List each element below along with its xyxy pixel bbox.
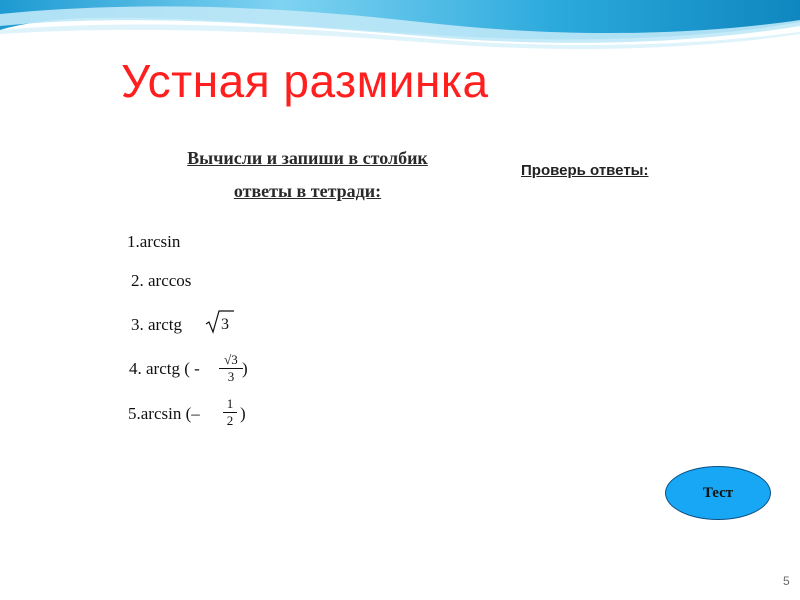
test-button-label: Тест bbox=[702, 484, 734, 501]
task-1: 1.arcsin bbox=[127, 232, 181, 251]
fraction-numerator: √3 bbox=[224, 352, 238, 367]
task-5-prefix: 5.arcsin (– bbox=[128, 404, 200, 423]
task-2: 2. arccos bbox=[131, 271, 192, 290]
fraction-denominator: 2 bbox=[226, 413, 234, 428]
task-4-suffix: ) bbox=[242, 359, 248, 378]
instruction-line-2: ответы в тетради: bbox=[233, 181, 382, 201]
check-answers-label: Проверь ответы: bbox=[521, 162, 649, 179]
fraction-numerator: 1 bbox=[226, 396, 234, 411]
svg-text:3: 3 bbox=[221, 316, 229, 333]
page-number: 5 bbox=[783, 574, 790, 588]
task-3: 3. arctg bbox=[131, 315, 182, 334]
test-button[interactable] bbox=[665, 466, 771, 520]
wave-banner-icon bbox=[0, 0, 800, 60]
slide-title: Устная разминка bbox=[121, 55, 489, 107]
task-5-suffix: ) bbox=[240, 404, 246, 423]
fraction-1-over-2 bbox=[223, 397, 237, 428]
sqrt-three-icon bbox=[205, 309, 235, 335]
instruction-line-1: Вычисли и запиши в столбик bbox=[187, 148, 428, 168]
fraction-sqrt3-over-3 bbox=[219, 353, 243, 384]
fraction-denominator: 3 bbox=[227, 369, 235, 384]
task-4-prefix: 4. arctg ( - bbox=[129, 359, 200, 378]
